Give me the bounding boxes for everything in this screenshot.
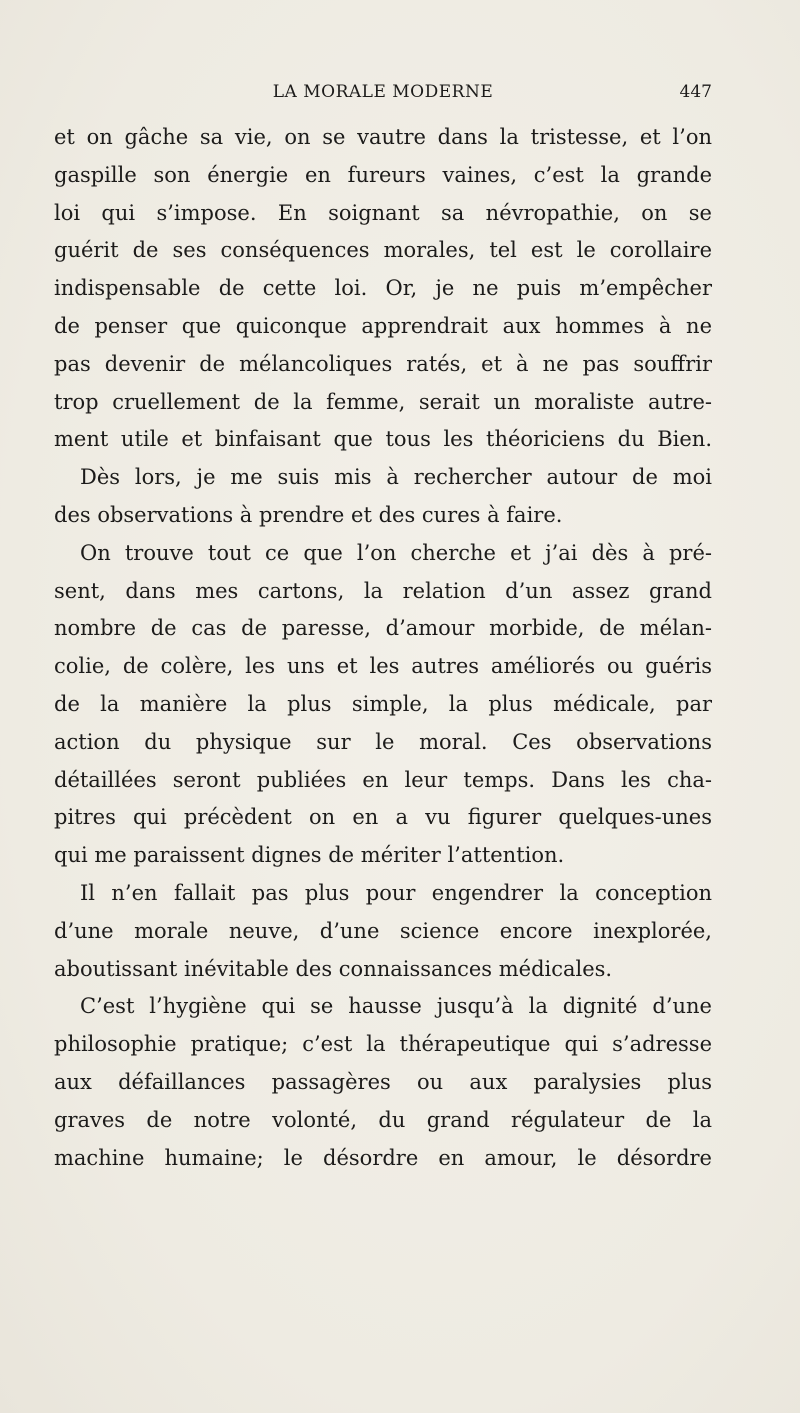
text-line: On trouve tout ce que l’on cherche et j’ai dès à pré-	[80, 540, 712, 565]
text-line: C’est l’hygiène qui se hausse jusqu’à la dignité d’une	[80, 994, 712, 1019]
text-line: aboutissant inévitable des connaissances médicales.	[54, 956, 613, 981]
text-line: action du physique sur le moral. Ces observations	[54, 729, 712, 754]
running-title: LA MORALE MODERNE	[272, 82, 494, 102]
body-text	[54, 119, 712, 1177]
text-line: colie, de colère, les uns et les autres améliorés ou guéris	[54, 654, 712, 679]
text-line: loi qui s’impose. En soignant sa névropathie, on se	[54, 200, 712, 225]
text-line: graves de notre volonté, du grand régulateur de la	[54, 1107, 712, 1132]
text-line: indispensable de cette loi. Or, je ne puis m’empêcher	[54, 276, 712, 301]
text-line: gaspille son énergie en fureurs vaines, c’est la grande	[54, 162, 712, 187]
text-line: aux défaillances passagères ou aux paralysies plus	[54, 1069, 712, 1094]
text-line: et on gâche sa vie, on se vautre dans la tristesse, et l’on	[54, 125, 712, 149]
text-line: trop cruellement de la femme, serait un moraliste autre-	[54, 389, 712, 414]
text-line: Dès lors, je me suis mis à rechercher autour de moi	[80, 465, 712, 490]
text-line: détaillées seront publiées en leur temps. Dans les cha-	[54, 767, 712, 792]
text-line: Il n’en fallait pas plus pour engendrer la conception	[80, 880, 712, 905]
text-line: guérit de ses conséquences morales, tel est le corollaire	[54, 238, 712, 263]
text-line: des observations à prendre et des cures à faire.	[54, 502, 563, 527]
text-line: pitres qui précèdent on en a vu figurer quelques-unes	[54, 805, 712, 830]
text-line: de la manière la plus simple, la plus médicale, par	[54, 691, 712, 716]
text-line: pas devenir de mélancoliques ratés, et à ne pas souffrir	[54, 351, 712, 376]
text-line: de penser que quiconque apprendrait aux hommes à ne	[54, 313, 712, 338]
text-line: d’une morale neuve, d’une science encore inexplorée,	[54, 918, 712, 943]
text-line: sent, dans mes cartons, la relation d’un assez grand	[54, 578, 712, 603]
page-number: 447	[679, 82, 712, 102]
text-line: machine humaine; le désordre en amour, le désordre	[54, 1145, 712, 1170]
page-header	[54, 78, 712, 108]
text-line: nombre de cas de paresse, d’amour morbide, de mélan-	[54, 616, 712, 641]
text-line: philosophie pratique; c’est la thérapeutique qui s’adresse	[54, 1032, 712, 1057]
text-line: ment utile et binfaisant que tous les théoriciens du Bien.	[54, 427, 712, 452]
text-line: qui me paraissent dignes de mériter l’attention.	[54, 843, 565, 868]
